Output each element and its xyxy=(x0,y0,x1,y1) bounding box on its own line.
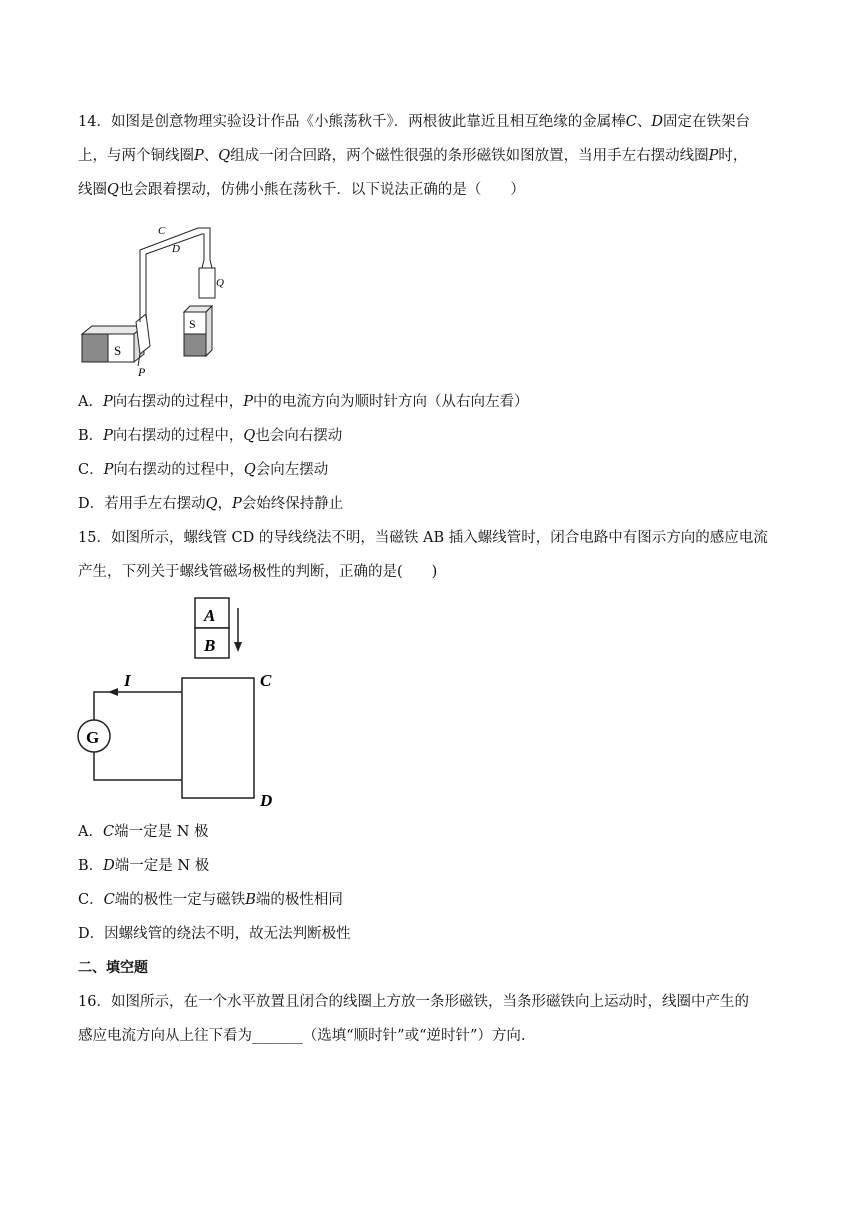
label-c: C xyxy=(260,671,272,690)
label-d: D xyxy=(172,243,180,255)
option-letter: C． xyxy=(78,462,104,478)
var-c: C xyxy=(625,114,637,130)
option-letter: B． xyxy=(78,428,104,444)
q14-text: 时， xyxy=(718,148,748,164)
solenoid-cd xyxy=(182,678,254,798)
magnet-ab xyxy=(195,598,229,658)
q15-line-1: 15．如图所示，螺线管 CD 的导线绕法不明，当磁铁 AB 插入螺线管时，闭合电路中有图示方向的感应电流 xyxy=(78,530,768,546)
q14-text: 固定在铁架台 xyxy=(662,114,750,130)
q14-text: 14．如图是创意物理实验设计作品《小熊荡秋千》．两根彼此靠近且相互绝缘的金属棒 xyxy=(78,114,626,130)
label-d: D xyxy=(260,791,273,810)
sep: 、 xyxy=(636,114,652,130)
q14-text: 线圈 xyxy=(78,182,107,198)
var-p: P xyxy=(102,394,113,410)
label-g: G xyxy=(86,728,100,747)
section-heading: 二、填空题 xyxy=(78,960,148,976)
q16-line-2: 感应电流方向从上往下看为_______（选填“顺时针”或“逆时针”）方向. xyxy=(78,1028,526,1044)
q15-option-a xyxy=(78,822,788,842)
q14-option-d xyxy=(78,494,788,514)
sep: ， xyxy=(217,496,233,512)
option-text: 中的电流方向为顺时针方向（从右向左看） xyxy=(253,394,529,410)
label-b: B xyxy=(204,636,216,655)
q14-text: 也会跟着摆动，仿佛小熊在荡秋千．以下说法正确的是（ ） xyxy=(118,182,525,198)
q16-line-1: 16．如图所示，在一个水平放置且闭合的线圈上方放一条形磁铁，当条形磁铁向上运动时，线圈中产生的 xyxy=(78,994,749,1010)
option-text: D．若用手左右摆动 xyxy=(78,496,206,512)
var-q: Q xyxy=(205,496,218,512)
option-text: 也会向右摆动 xyxy=(255,428,343,444)
option-letter: A． xyxy=(78,394,103,410)
down-arrow xyxy=(234,608,242,652)
option-letter: C． xyxy=(78,892,104,908)
q14-line-3 xyxy=(78,180,788,200)
var-d: D xyxy=(651,114,663,130)
label-p: P xyxy=(138,365,146,379)
right-magnet xyxy=(184,306,212,356)
q15-line-2: 产生，下列关于螺线管磁场极性的判断，正确的是( ) xyxy=(78,564,438,580)
var-p: P xyxy=(708,148,719,164)
var-p: P xyxy=(243,394,254,410)
var-q: Q xyxy=(218,148,231,164)
right-magnet-label: S xyxy=(189,317,196,331)
var-p: P xyxy=(232,496,242,512)
sep: 、 xyxy=(203,148,219,164)
option-text: 端的极性一定与磁铁 xyxy=(114,892,246,908)
var-q: Q xyxy=(107,182,119,198)
q15-option-d: D．因螺线管的绕法不明，故无法判断极性 xyxy=(78,926,351,942)
q14-line-2 xyxy=(78,146,788,166)
var-c: C xyxy=(102,824,115,840)
var-b: B xyxy=(245,892,256,908)
option-letter: A． xyxy=(78,824,103,840)
option-letter: B． xyxy=(78,858,104,874)
q14-option-b xyxy=(78,426,788,446)
label-a: A xyxy=(204,606,216,625)
var-q: Q xyxy=(243,428,256,444)
q14-figure xyxy=(78,214,258,380)
var-p: P xyxy=(103,428,113,444)
current-arrow xyxy=(108,688,118,696)
label-c: C xyxy=(158,225,166,237)
var-q: Q xyxy=(243,462,256,478)
option-text: 端一定是 N 极 xyxy=(114,824,209,840)
coil-q xyxy=(199,260,215,298)
label-i: I xyxy=(124,671,131,690)
q14-line-1 xyxy=(78,112,788,132)
option-text: 向右摆动的过程中， xyxy=(113,462,244,478)
option-text: 端一定是 N 极 xyxy=(114,858,210,874)
option-text: 会始终保持静止 xyxy=(241,496,344,512)
q15-figure xyxy=(74,594,284,810)
label-q: Q xyxy=(216,277,224,289)
option-text: 向右摆动的过程中， xyxy=(112,428,244,444)
q14-text: 上，与两个铜线圈 xyxy=(78,148,194,164)
left-magnet-label: S xyxy=(114,343,122,358)
option-text: 端的极性相同 xyxy=(255,892,343,908)
option-text: 会向左摆动 xyxy=(255,462,329,478)
var-d: D xyxy=(103,858,115,874)
q14-option-c xyxy=(78,460,788,480)
q14-option-a xyxy=(78,392,788,412)
q14-text: 组成一闭合回路，两个磁性很强的条形磁铁如图放置，当用手左右摆动线圈 xyxy=(230,148,709,164)
left-magnet xyxy=(82,326,144,362)
var-p: P xyxy=(194,148,204,164)
q15-option-b xyxy=(78,856,788,876)
option-text: 向右摆动的过程中， xyxy=(112,394,244,410)
var-p: P xyxy=(103,462,114,478)
var-c: C xyxy=(103,892,115,908)
q15-option-c xyxy=(78,890,788,910)
